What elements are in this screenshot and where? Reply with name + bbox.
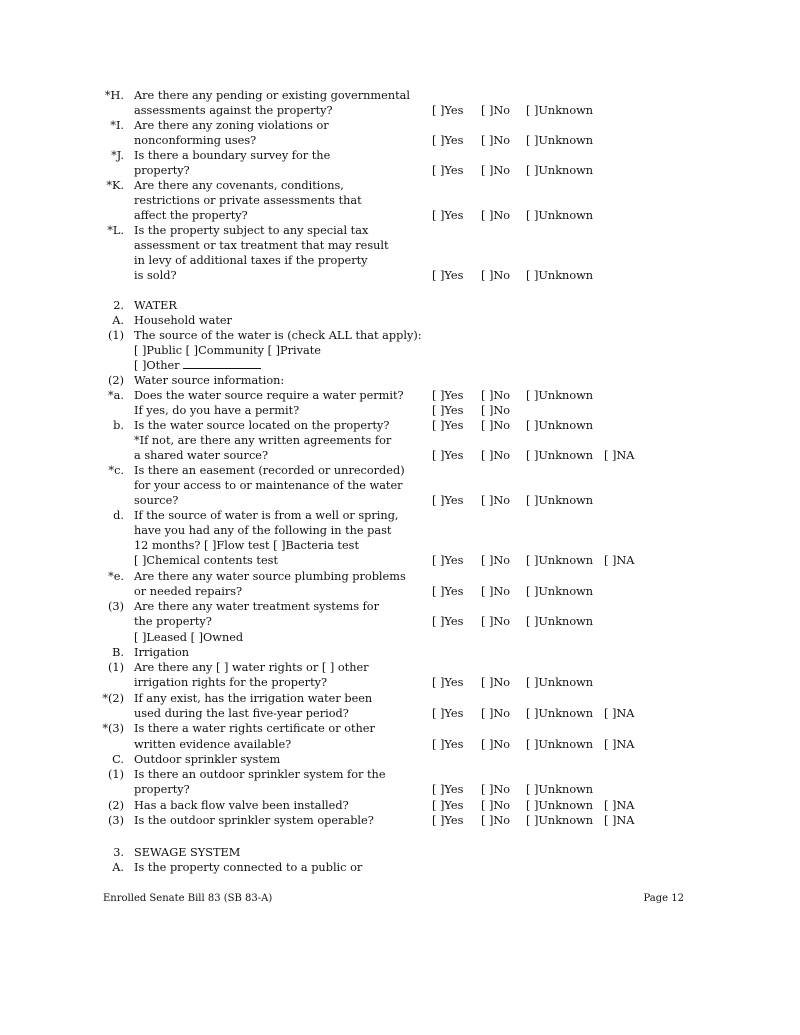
checkbox-option[interactable]: [ ]Unknown	[526, 738, 594, 751]
question-text-value: a shared water source?	[134, 449, 269, 462]
question-text-value: nonconforming uses?	[134, 134, 257, 147]
checkbox-option[interactable]: [ ]Unknown	[526, 783, 594, 796]
question-text-value: Is the property connected to a public or	[134, 861, 363, 874]
question-text	[134, 223, 368, 238]
question-text	[134, 238, 389, 253]
footer-bill-title: Enrolled Senate Bill 83 (SB 83-A)	[103, 893, 273, 904]
question-text-value: written evidence available?	[134, 738, 292, 751]
question-text	[134, 660, 369, 675]
checkbox-option[interactable]: [ ]Unknown	[526, 449, 594, 462]
question-text-value: Are there any pending or existing governmental	[134, 89, 410, 102]
question-text	[134, 493, 178, 508]
checkbox-option[interactable]: [ ]Yes	[432, 585, 464, 598]
question-text	[134, 268, 177, 283]
checkbox-option[interactable]: [ ]No	[481, 554, 511, 567]
checkbox-option[interactable]: [ ]No	[481, 585, 511, 598]
form-row	[0, 328, 800, 343]
item-marker: *H.	[104, 89, 124, 102]
form-row	[0, 538, 800, 553]
question-text	[134, 358, 261, 373]
question-text-value: affect the property?	[134, 209, 248, 222]
question-text-value: Are there any [ ] water rights or [ ] other	[134, 661, 369, 674]
question-text	[134, 373, 284, 388]
form-row	[0, 253, 800, 268]
question-text	[134, 448, 268, 463]
question-text-value: Water source information:	[134, 374, 285, 387]
checkbox-option[interactable]: [ ]NA	[604, 738, 635, 751]
question-text-value: restrictions or private assessments that	[134, 194, 362, 207]
form-row	[0, 358, 800, 373]
question-text-value: The source of the water is (check ALL that apply):	[134, 329, 422, 342]
question-text	[134, 133, 256, 148]
checkbox-option[interactable]: [ ]Unknown	[526, 615, 594, 628]
checkbox-option[interactable]: [ ]Yes	[432, 676, 464, 689]
form-row	[0, 343, 800, 358]
question-text-value: Is the water source located on the property?	[134, 419, 390, 432]
question-text	[134, 845, 240, 860]
question-text	[134, 599, 379, 614]
question-text-value: If any exist, has the irrigation water been	[134, 692, 373, 705]
checkbox-option[interactable]: [ ]No	[481, 164, 511, 177]
question-text	[134, 675, 327, 690]
item-marker: (3)	[107, 600, 124, 613]
form-row	[0, 118, 800, 133]
checkbox-option[interactable]: [ ]Unknown	[526, 676, 594, 689]
form-row	[0, 478, 800, 493]
item-marker: A.	[112, 861, 124, 874]
question-text-value: *If not, are there any written agreements for	[134, 434, 392, 447]
question-text-value: Is there an easement (recorded or unrecorded)	[134, 464, 405, 477]
form-row	[0, 630, 800, 645]
question-text	[134, 691, 372, 706]
footer-page-number: Page 12	[643, 893, 684, 904]
checkbox-option[interactable]: [ ]Unknown	[526, 389, 594, 402]
form-row	[0, 691, 800, 706]
question-text-value: Outdoor sprinkler system	[134, 753, 281, 766]
form-row	[0, 675, 800, 690]
question-text	[134, 253, 368, 268]
checkbox-option[interactable]: [ ]Unknown	[526, 104, 594, 117]
question-text-value: Are there any zoning violations or	[134, 119, 329, 132]
question-text-value: Is the property subject to any special tax	[134, 224, 369, 237]
form-row	[0, 706, 800, 721]
question-text-value: SEWAGE SYSTEM	[134, 846, 241, 859]
question-text	[134, 645, 189, 660]
checkbox-option[interactable]: [ ]Unknown	[526, 164, 594, 177]
question-text	[134, 798, 349, 813]
question-text	[134, 782, 190, 797]
item-marker: A.	[112, 314, 124, 327]
checkbox-option[interactable]: [ ]NA	[604, 554, 635, 567]
question-text-value: Are there any water source plumbing problems	[134, 570, 406, 583]
question-text-value: [ ]Other	[134, 359, 180, 372]
checkbox-option[interactable]: [ ]Unknown	[526, 554, 594, 567]
checkbox-option[interactable]: [ ]No	[481, 814, 511, 827]
form-row	[0, 193, 800, 208]
form-row	[0, 523, 800, 538]
form-row	[0, 752, 800, 767]
question-text	[134, 433, 391, 448]
checkbox-option[interactable]: [ ]No	[481, 449, 511, 462]
checkbox-option[interactable]: [ ]Yes	[432, 419, 464, 432]
checkbox-option[interactable]: [ ]Yes	[432, 554, 464, 567]
form-row	[0, 660, 800, 675]
item-marker: 2.	[113, 299, 124, 312]
form-row	[0, 298, 800, 313]
question-text	[134, 478, 403, 493]
question-text-value: assessment or tax treatment that may result	[134, 239, 389, 252]
form-row	[0, 737, 800, 752]
form-row	[0, 373, 800, 388]
checkbox-option[interactable]: [ ]Yes	[432, 783, 464, 796]
question-text-value: Household water	[134, 314, 232, 327]
question-text-value: source?	[134, 494, 179, 507]
form-row	[0, 645, 800, 660]
checkbox-option[interactable]: [ ]Unknown	[526, 799, 594, 812]
item-marker: (1)	[107, 661, 124, 674]
checkbox-option[interactable]: [ ]No	[481, 104, 511, 117]
form-row	[0, 238, 800, 253]
checkbox-option[interactable]: [ ]Unknown	[526, 269, 594, 282]
question-text	[134, 508, 399, 523]
question-text-value: Is there an outdoor sprinkler system for the	[134, 768, 386, 781]
form-row	[0, 163, 800, 178]
form-row	[0, 208, 800, 223]
checkbox-option[interactable]: [ ]NA	[604, 449, 635, 462]
question-text	[134, 163, 190, 178]
checkbox-option[interactable]: [ ]Unknown	[526, 134, 594, 147]
form-row	[0, 133, 800, 148]
checkbox-option[interactable]: [ ]Yes	[432, 269, 464, 282]
question-text	[134, 388, 404, 403]
form-row	[0, 721, 800, 736]
form-row	[0, 599, 800, 614]
question-text-value: If yes, do you have a permit?	[134, 404, 300, 417]
question-text	[134, 860, 362, 875]
checkbox-option[interactable]: [ ]No	[481, 783, 511, 796]
question-text-value: is sold?	[134, 269, 177, 282]
question-text	[134, 343, 321, 358]
checkbox-option[interactable]: [ ]No	[481, 134, 511, 147]
form-row	[0, 148, 800, 163]
question-text	[134, 208, 248, 223]
item-marker: *I.	[110, 119, 124, 132]
checkbox-option[interactable]: [ ]Yes	[432, 164, 464, 177]
question-text	[134, 538, 359, 553]
form-row	[0, 313, 800, 328]
checkbox-option[interactable]: [ ]NA	[604, 814, 635, 827]
form-row	[0, 388, 800, 403]
question-text-value: Is there a water rights certificate or other	[134, 722, 375, 735]
question-text-value: [ ]Leased [ ]Owned	[134, 631, 244, 644]
checkbox-option[interactable]: [ ]NA	[604, 799, 635, 812]
question-text-value: property?	[134, 164, 190, 177]
question-text	[134, 614, 212, 629]
checkbox-option[interactable]: [ ]Unknown	[526, 814, 594, 827]
checkbox-option[interactable]: [ ]No	[481, 494, 511, 507]
form-row	[0, 553, 800, 568]
item-marker: b.	[113, 419, 124, 432]
checkbox-option[interactable]: [ ]Yes	[432, 707, 464, 720]
checkbox-option[interactable]: [ ]No	[481, 209, 511, 222]
question-text	[134, 418, 389, 433]
form-row	[0, 88, 800, 103]
item-marker: d.	[113, 509, 124, 522]
question-text-value: Are there any water treatment systems for	[134, 600, 380, 613]
question-text-value: for your access to or maintenance of the water	[134, 479, 403, 492]
form-row	[0, 178, 800, 193]
checkbox-option[interactable]: [ ]No	[481, 738, 511, 751]
item-marker: C.	[112, 753, 124, 766]
checkbox-option[interactable]: [ ]Unknown	[526, 419, 594, 432]
question-text-value: used during the last five-year period?	[134, 707, 349, 720]
question-text	[134, 767, 386, 782]
item-marker: *a.	[108, 389, 124, 402]
form-row	[0, 223, 800, 238]
form-row	[0, 463, 800, 478]
checkbox-option[interactable]: [ ]Yes	[432, 799, 464, 812]
item-marker: (3)	[107, 814, 124, 827]
item-marker: *L.	[107, 224, 124, 237]
question-text-value: Is the outdoor sprinkler system operable?	[134, 814, 374, 827]
question-text	[134, 553, 278, 568]
question-text	[134, 630, 243, 645]
question-text-value: have you had any of the following in the past	[134, 524, 392, 537]
question-text-value: Is there a boundary survey for the	[134, 149, 331, 162]
checkbox-option[interactable]: [ ]NA	[604, 707, 635, 720]
question-text	[134, 584, 242, 599]
question-text-value: assessments against the property?	[134, 104, 333, 117]
checkbox-option[interactable]: [ ]Yes	[432, 209, 464, 222]
form-row	[0, 569, 800, 584]
question-text-value: Irrigation	[134, 646, 190, 659]
question-text-value: Does the water source require a water permit?	[134, 389, 404, 402]
checkbox-option[interactable]: [ ]Yes	[432, 449, 464, 462]
checkbox-option[interactable]: [ ]Yes	[432, 404, 464, 417]
question-text-value: Has a back flow valve been installed?	[134, 799, 349, 812]
checkbox-option[interactable]: [ ]Yes	[432, 389, 464, 402]
item-marker: B.	[112, 646, 124, 659]
question-text	[134, 118, 329, 133]
checkbox-option[interactable]: [ ]No	[481, 707, 511, 720]
item-marker: 3.	[113, 846, 124, 859]
question-text	[134, 148, 330, 163]
question-text	[134, 88, 410, 103]
item-marker: (1)	[107, 768, 124, 781]
form-row	[0, 845, 800, 860]
checkbox-option[interactable]: [ ]Yes	[432, 738, 464, 751]
question-text	[134, 178, 344, 193]
form-row	[0, 614, 800, 629]
form-row	[0, 433, 800, 448]
question-text-value: [ ]Public [ ]Community [ ]Private	[134, 344, 321, 357]
question-text-value: If the source of water is from a well or spring,	[134, 509, 399, 522]
question-text-value: WATER	[134, 299, 177, 312]
checkbox-option[interactable]: [ ]Unknown	[526, 585, 594, 598]
checkbox-option[interactable]: [ ]Yes	[432, 814, 464, 827]
checkbox-option[interactable]: [ ]No	[481, 404, 511, 417]
form-row	[0, 403, 800, 418]
form-row	[0, 508, 800, 523]
question-text	[134, 523, 391, 538]
question-text	[134, 313, 232, 328]
item-marker: (2)	[107, 799, 124, 812]
form-row	[0, 103, 800, 118]
checkbox-option[interactable]: [ ]Unknown	[526, 494, 594, 507]
item-marker: *K.	[106, 179, 124, 192]
form-row	[0, 782, 800, 797]
question-text	[134, 752, 280, 767]
fill-in-blank[interactable]	[183, 360, 261, 369]
form-row	[0, 584, 800, 599]
checkbox-option[interactable]: [ ]Yes	[432, 104, 464, 117]
question-text-value: irrigation rights for the property?	[134, 676, 328, 689]
item-marker: *J.	[111, 149, 124, 162]
checkbox-option[interactable]: [ ]Unknown	[526, 707, 594, 720]
form-row	[0, 493, 800, 508]
checkbox-option[interactable]: [ ]Yes	[432, 615, 464, 628]
question-text-value: Are there any covenants, conditions,	[134, 179, 344, 192]
question-text	[134, 403, 299, 418]
checkbox-option[interactable]: [ ]No	[481, 269, 511, 282]
question-text	[134, 737, 291, 752]
question-text-value: [ ]Chemical contents test	[134, 554, 278, 567]
form-row	[0, 268, 800, 283]
question-text	[134, 193, 362, 208]
question-text-value: the property?	[134, 615, 212, 628]
checkbox-option[interactable]: [ ]No	[481, 615, 511, 628]
checkbox-option[interactable]: [ ]No	[481, 676, 511, 689]
question-text	[134, 103, 333, 118]
form-row	[0, 813, 800, 828]
item-marker: (1)	[107, 329, 124, 342]
question-text	[134, 298, 177, 313]
question-text	[134, 569, 406, 584]
checkbox-option[interactable]: [ ]No	[481, 799, 511, 812]
form-row	[0, 448, 800, 463]
form-row	[0, 798, 800, 813]
checkbox-option[interactable]: [ ]Unknown	[526, 209, 594, 222]
item-marker: (2)	[107, 374, 124, 387]
checkbox-option[interactable]: [ ]Yes	[432, 134, 464, 147]
question-text	[134, 706, 349, 721]
question-text-value: property?	[134, 783, 190, 796]
form-row	[0, 767, 800, 782]
checkbox-option[interactable]: [ ]No	[481, 389, 511, 402]
question-text	[134, 463, 405, 478]
item-marker: *(2)	[102, 692, 124, 705]
question-text	[134, 813, 374, 828]
item-marker: *e.	[108, 570, 124, 583]
checkbox-option[interactable]: [ ]No	[481, 419, 511, 432]
checkbox-option[interactable]: [ ]Yes	[432, 494, 464, 507]
question-text-value: in levy of additional taxes if the property	[134, 254, 368, 267]
form-row	[0, 860, 800, 875]
form-row	[0, 418, 800, 433]
item-marker: *(3)	[102, 722, 124, 735]
question-text-value: 12 months? [ ]Flow test [ ]Bacteria test	[134, 539, 359, 552]
question-text	[134, 328, 422, 343]
question-text	[134, 721, 375, 736]
question-text-value: or needed repairs?	[134, 585, 243, 598]
item-marker: *c.	[108, 464, 124, 477]
